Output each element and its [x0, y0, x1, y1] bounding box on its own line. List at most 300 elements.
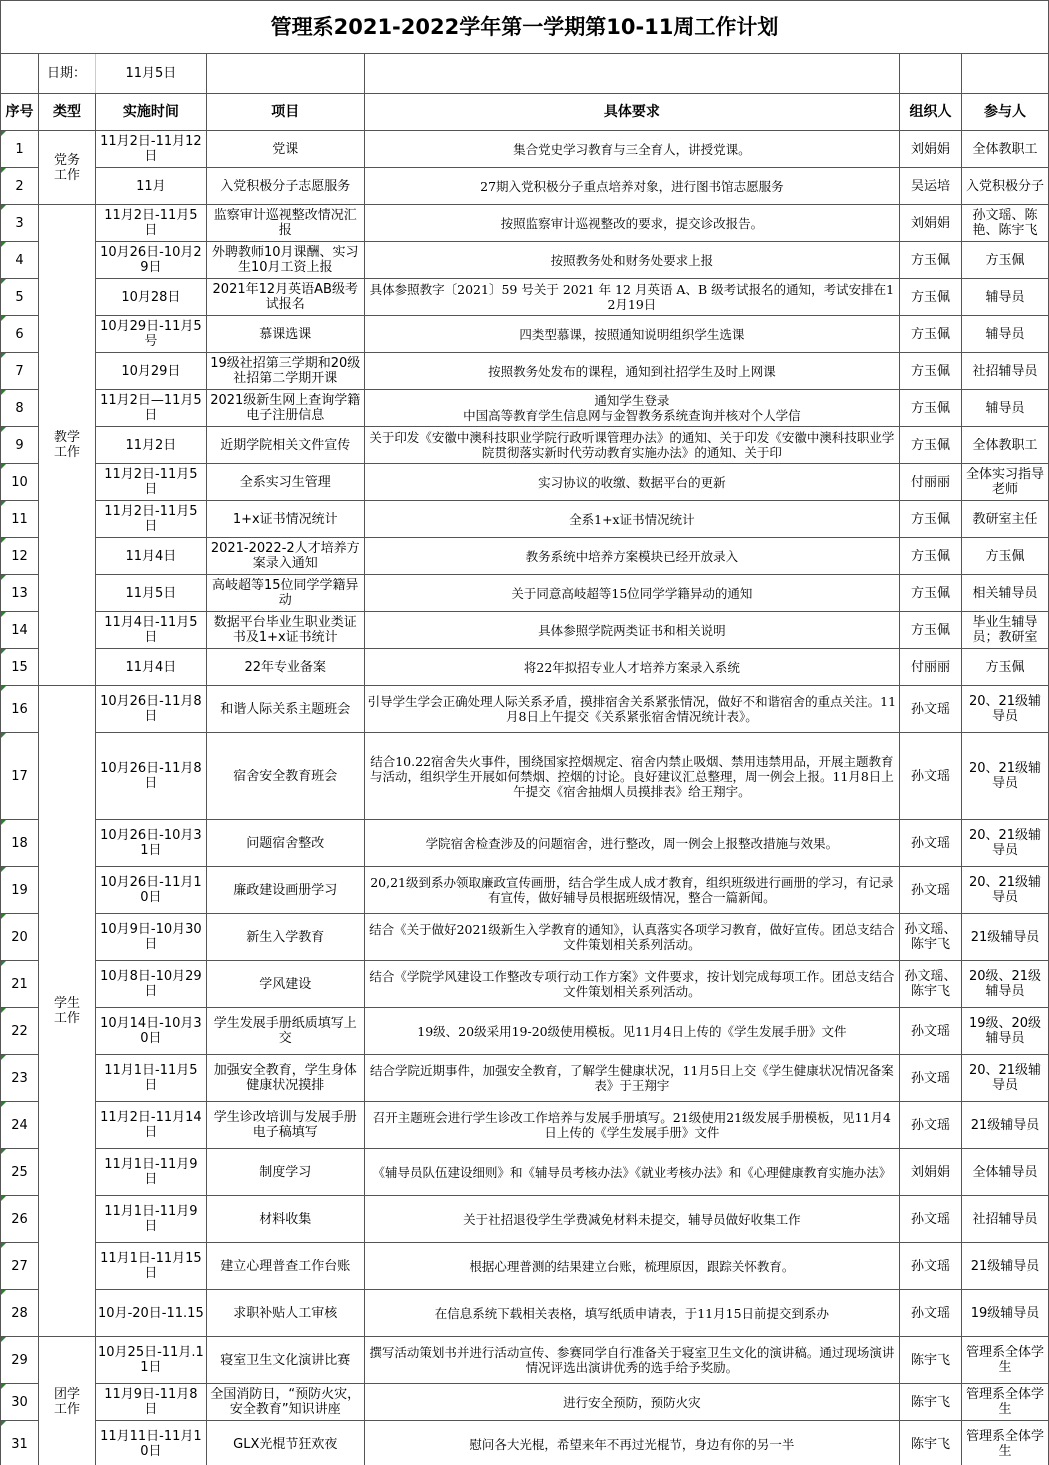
- organizer: [900, 1421, 962, 1465]
- organizer-text: 方玉佩: [911, 252, 951, 268]
- organizer: [900, 464, 962, 501]
- row-number-text: 26: [11, 1211, 28, 1227]
- requirement-text: [364, 1243, 899, 1290]
- participants: [962, 205, 1049, 242]
- participants: [962, 1196, 1049, 1243]
- participants: [962, 612, 1049, 649]
- participants: [962, 1149, 1049, 1196]
- category-label: 党务工作: [53, 152, 80, 183]
- implementation-time: [95, 575, 206, 612]
- row-number: [1, 961, 39, 1008]
- table-row: [1, 1149, 1049, 1196]
- row-number-text: 29: [11, 1352, 28, 1368]
- implementation-time-text: 11月4日-11月5日: [104, 615, 198, 645]
- row-number-text: 5: [15, 289, 24, 305]
- organizer-text: 方玉佩: [911, 363, 951, 379]
- implementation-time: [95, 867, 206, 914]
- participants: [962, 316, 1049, 353]
- organizer: [900, 353, 962, 390]
- row-number: [1, 501, 39, 538]
- organizer-text: 吴运培: [911, 178, 951, 194]
- requirement-text: [364, 131, 899, 168]
- participants-text: 社招辅导员: [972, 363, 1038, 379]
- row-number-text: 4: [15, 252, 24, 268]
- project-name: [206, 205, 364, 242]
- implementation-time-text: 10月28日: [121, 289, 181, 305]
- participants-text: 21级辅导员: [970, 929, 1040, 945]
- table-row: [1, 1055, 1049, 1102]
- requirement-text-text: 关于同意高岐超等15位同学学籍异动的通知: [511, 585, 753, 601]
- table-row: [1, 538, 1049, 575]
- table-row: [1, 242, 1049, 279]
- requirement-text: [364, 867, 899, 914]
- organizer-text: 孙文瑶: [911, 1070, 951, 1086]
- organizer: [900, 575, 962, 612]
- requirement-text-text: 具体参照教字〔2021〕59 号关于 2021 年 12 月英语 A、B 级考试报名的通知，考试安排在12月19日: [369, 282, 895, 312]
- organizer: [900, 914, 962, 961]
- implementation-time-text: 11月9日-11月8日: [104, 1387, 198, 1417]
- table-row: [1, 390, 1049, 427]
- row-number-text: 8: [15, 400, 24, 416]
- project-name-text: 材料收集: [259, 1211, 312, 1227]
- organizer: [900, 1102, 962, 1149]
- participants: [962, 390, 1049, 427]
- project-name: [206, 1421, 364, 1465]
- participants: [962, 1290, 1049, 1337]
- requirement-text: [364, 390, 899, 427]
- organizer-text: 孙文瑶: [911, 1305, 951, 1321]
- organizer-text: 方玉佩: [911, 622, 951, 638]
- organizer: [900, 686, 962, 733]
- row-number: [1, 733, 39, 820]
- implementation-time: [95, 1384, 206, 1421]
- category-label: 教学工作: [53, 430, 80, 460]
- organizer-text: 方玉佩: [911, 511, 951, 527]
- requirement-text-text: 《辅导员队伍建设细则》和《辅导员考核办法》《就业考核办法》和《心理健康教育实施办法》: [372, 1164, 892, 1180]
- organizer: [900, 242, 962, 279]
- organizer-text: 方玉佩: [911, 437, 951, 453]
- requirement-text-text: 在信息系统下载相关表格，填写纸质申请表，于11月15日前提交到系办: [434, 1305, 830, 1321]
- organizer-text: 孙文瑶、陈宇飞: [904, 969, 957, 999]
- project-name-text: 建立心理普查工作台账: [220, 1258, 351, 1274]
- requirement-text-text: 关于印发《安徽中澳科技职业学院行政听课管理办法》的通知、关于印发《安徽中澳科技职业学院贯彻落实新时代劳动教育实施办法》的通知、关于印: [369, 430, 895, 460]
- project-name-text: 入党积极分子志愿服务: [220, 178, 351, 194]
- project-name-text: 学生发展手册纸质填写上交: [213, 1016, 357, 1046]
- organizer-text: 孙文瑶: [911, 701, 951, 717]
- implementation-time-text: 10月25日-11月.11日: [98, 1345, 204, 1375]
- header-requirement: 具体要求: [364, 94, 899, 131]
- requirement-text: [364, 575, 899, 612]
- row-number: [1, 1102, 39, 1149]
- table-row: [1, 1102, 1049, 1149]
- participants-text: 全体教职工: [972, 437, 1038, 453]
- organizer: [900, 1196, 962, 1243]
- requirement-text: [364, 464, 899, 501]
- organizer: [900, 733, 962, 820]
- participants-text: 20、21级辅导员: [968, 1063, 1042, 1093]
- requirement-text: [364, 1102, 899, 1149]
- requirement-text-text: 学院宿舍检查涉及的问题宿舍，进行整改，周一例会上报整改措施与效果。: [425, 835, 839, 851]
- row-number: [1, 867, 39, 914]
- participants: [962, 1384, 1049, 1421]
- row-number: [1, 131, 39, 168]
- implementation-time: [95, 733, 206, 820]
- row-number-text: 10: [11, 474, 28, 490]
- organizer: [900, 1055, 962, 1102]
- table-row: [1, 1196, 1049, 1243]
- organizer-text: 方玉佩: [911, 326, 951, 342]
- project-name-text: 全国消防日，“预防火灾，安全教育”知识讲座: [210, 1387, 361, 1417]
- organizer: [900, 1384, 962, 1421]
- organizer-text: 孙文瑶: [911, 768, 951, 784]
- project-name: [206, 464, 364, 501]
- table-row: [1, 649, 1049, 686]
- organizer: [900, 867, 962, 914]
- participants: [962, 1102, 1049, 1149]
- participants: [962, 1008, 1049, 1055]
- implementation-time: [95, 961, 206, 1008]
- row-number-text: 15: [11, 659, 28, 675]
- organizer: [900, 961, 962, 1008]
- implementation-time: [95, 168, 206, 205]
- implementation-time: [95, 1337, 206, 1384]
- requirement-text-text: 四类型慕课，按照通知说明组织学生选课: [519, 326, 745, 342]
- requirement-text-text: 20,21级到系办领取廉政宣传画册，结合学生成人成才教育，组织班级进行画册的学习，有记录有宣传，做好辅导员根据班级情况，整合一篇新闻。: [370, 875, 894, 905]
- project-name: [206, 733, 364, 820]
- row-number-text: 18: [11, 835, 28, 851]
- row-number-text: 1: [15, 141, 24, 157]
- requirement-text: [364, 316, 899, 353]
- row-number: [1, 279, 39, 316]
- row-number-text: 12: [11, 548, 28, 564]
- requirement-text: [364, 538, 899, 575]
- requirement-text: [364, 1337, 899, 1384]
- requirement-text: [364, 1008, 899, 1055]
- project-name-text: 1+x证书情况统计: [232, 511, 338, 527]
- organizer: [900, 316, 962, 353]
- implementation-time: [95, 316, 206, 353]
- project-name-text: 2021-2022-2人才培养方案录入通知: [210, 541, 360, 571]
- implementation-time-text: 10月8日-10月29日: [100, 969, 202, 999]
- organizer: [900, 612, 962, 649]
- implementation-time-text: 11月2日-11月14日: [100, 1110, 202, 1140]
- organizer-text: 刘娟娟: [911, 1164, 951, 1180]
- implementation-time: [95, 501, 206, 538]
- project-name: [206, 1149, 364, 1196]
- implementation-time-text: 10月-20日-11.15: [98, 1305, 204, 1321]
- requirement-text-text: 结合10.22宿舍失火事件，围绕国家控烟规定、宿舍内禁止吸烟、禁用违禁用品，开展主题教育与活动，组织学生开展如何禁烟、控烟的讨论。良好建议汇总整理，周一例会上报。11月8日上午提交《宿舍抽烟人员摸排表》给王翔宇。: [369, 753, 894, 799]
- project-name: [206, 131, 364, 168]
- project-name-text: 22年专业备案: [244, 659, 327, 675]
- participants: [962, 353, 1049, 390]
- row-number-text: 9: [15, 437, 24, 453]
- participants: [962, 131, 1049, 168]
- requirement-text-text: 召开主题班会进行学生诊改工作培养与发展手册填写。21级使用21级发展手册模板，见11月4日上传的《学生发展手册》文件: [372, 1110, 891, 1140]
- participants: [962, 733, 1049, 820]
- project-name-text: 19级社招第三学期和20级社招第二学期开课: [210, 356, 361, 386]
- implementation-time-text: 10月14日-10月30日: [100, 1016, 202, 1046]
- project-name-text: 全系实习生管理: [239, 474, 331, 490]
- project-name-text: 党课: [272, 141, 299, 157]
- row-number: [1, 1421, 39, 1465]
- requirement-text: [364, 733, 899, 820]
- row-number: [1, 390, 39, 427]
- requirement-text-text: 根据心理普测的结果建立台账，梳理原因，跟踪关怀教育。: [469, 1258, 795, 1274]
- project-name-text: GLX光棍节狂欢夜: [233, 1436, 338, 1452]
- requirement-text: [364, 961, 899, 1008]
- requirement-text-text: 全系1+x证书情况统计: [569, 511, 695, 527]
- project-name: [206, 390, 364, 427]
- implementation-time: [95, 464, 206, 501]
- participants: [962, 649, 1049, 686]
- row-number: [1, 649, 39, 686]
- row-number-text: 28: [11, 1305, 28, 1321]
- row-number: [1, 914, 39, 961]
- implementation-time: [95, 131, 206, 168]
- organizer-text: 付丽丽: [911, 474, 951, 490]
- requirement-text: [364, 242, 899, 279]
- date-value: 11月5日: [95, 54, 206, 94]
- header-time: 实施时间: [95, 94, 206, 131]
- requirement-text-text: 结合《关于做好2021级新生入学教育的通知》，认真落实各项学习教育，做好宣传。团总支结合文件策划相关系列活动。: [369, 922, 895, 952]
- row-number-text: 3: [15, 215, 24, 231]
- header-type: 类型: [38, 94, 95, 131]
- requirement-text: [364, 820, 899, 867]
- requirement-text-text: 通知学生登录 中国高等教育学生信息网与金智教务系统查询并核对个人学信: [463, 393, 801, 423]
- participants-text: 管理系全体学生: [966, 1387, 1045, 1417]
- participants-text: 方玉佩: [985, 659, 1025, 675]
- requirement-text-text: 19级、20级采用19-20级使用模板。见11月4日上传的《学生发展手册》文件: [417, 1023, 847, 1039]
- participants-text: 社招辅导员: [972, 1211, 1038, 1227]
- participants-text: 辅导员: [985, 400, 1025, 416]
- project-name: [206, 242, 364, 279]
- blank-cell: [364, 54, 899, 94]
- row-number: [1, 820, 39, 867]
- requirement-text-text: 具体参照学院两类证书和相关说明: [538, 622, 726, 638]
- requirement-text-text: 引导学生学会正确处理人际关系矛盾，摸排宿舍关系紧张情况，做好不和谐宿舍的重点关注。11月8日上午提交《关系紧张宿舍情况统计表》。: [367, 694, 897, 724]
- row-number-text: 27: [11, 1258, 28, 1274]
- row-number: [1, 242, 39, 279]
- organizer: [900, 131, 962, 168]
- project-name-text: 和谐人际关系主题班会: [220, 701, 351, 717]
- date-label: 日期：: [38, 54, 95, 94]
- organizer: [900, 501, 962, 538]
- implementation-time-text: 11月11日-11月10日: [100, 1429, 202, 1459]
- implementation-time-text: 11月1日-11月15日: [100, 1251, 202, 1281]
- participants: [962, 914, 1049, 961]
- organizer: [900, 205, 962, 242]
- participants-text: 辅导员: [985, 326, 1025, 342]
- participants-text: 管理系全体学生: [966, 1345, 1045, 1375]
- project-name: [206, 575, 364, 612]
- category-cell: [38, 205, 95, 686]
- project-name-text: 慕课选课: [259, 326, 312, 342]
- category-cell: [38, 131, 95, 205]
- implementation-time: [95, 205, 206, 242]
- requirement-text: [364, 168, 899, 205]
- organizer-text: 付丽丽: [911, 659, 951, 675]
- requirement-text-text: 关于社招退役学生学费减免材料未提交，辅导员做好收集工作: [463, 1211, 801, 1227]
- organizer-text: 孙文瑶: [911, 1258, 951, 1274]
- table-row: [1, 1421, 1049, 1465]
- table-row: [1, 168, 1049, 205]
- project-name: [206, 316, 364, 353]
- organizer: [900, 427, 962, 464]
- row-number-text: 17: [11, 768, 28, 784]
- participants: [962, 464, 1049, 501]
- organizer: [900, 1290, 962, 1337]
- requirement-text: [364, 205, 899, 242]
- requirement-text: [364, 612, 899, 649]
- row-number-text: 16: [11, 701, 28, 717]
- implementation-time: [95, 1421, 206, 1465]
- row-number-text: 11: [11, 511, 28, 527]
- participants-text: 20、21级辅导员: [968, 828, 1042, 858]
- project-name-text: 求职补贴人工审核: [233, 1305, 338, 1321]
- participants: [962, 242, 1049, 279]
- requirement-text: [364, 353, 899, 390]
- header-participants: 参与人: [962, 94, 1049, 131]
- participants-text: 21级辅导员: [970, 1117, 1040, 1133]
- project-name: [206, 1008, 364, 1055]
- table-row: [1, 1337, 1049, 1384]
- row-number-text: 25: [11, 1164, 28, 1180]
- organizer-text: 陈宇飞: [911, 1352, 951, 1368]
- implementation-time-text: 10月26日-11月8日: [100, 761, 202, 791]
- requirement-text-text: 按照教务处和财务处要求上报: [550, 252, 714, 268]
- row-number-text: 20: [11, 929, 28, 945]
- organizer-text: 陈宇飞: [911, 1394, 951, 1410]
- row-number: [1, 464, 39, 501]
- blank-cell: [900, 54, 962, 94]
- table-row: [1, 733, 1049, 820]
- requirement-text: [364, 914, 899, 961]
- table-row: [1, 501, 1049, 538]
- row-number: [1, 1337, 39, 1384]
- requirement-text-text: 进行安全预防，预防火灾: [563, 1394, 701, 1410]
- category-cell: [38, 1337, 95, 1465]
- page-title: 管理系2021-2022学年第一学期第10-11周工作计划: [1, 1, 1049, 54]
- requirement-text: [364, 279, 899, 316]
- row-number-text: 19: [11, 882, 28, 898]
- project-name-text: 问题宿舍整改: [246, 835, 325, 851]
- row-number-text: 21: [11, 976, 28, 992]
- table-row: [1, 353, 1049, 390]
- header-no: 序号: [1, 94, 39, 131]
- implementation-time: [95, 390, 206, 427]
- participants-text: 全体实习指导老师: [966, 467, 1045, 497]
- requirement-text: [364, 1384, 899, 1421]
- project-name: [206, 961, 364, 1008]
- project-name-text: 宿舍安全教育班会: [233, 768, 338, 784]
- project-name: [206, 1055, 364, 1102]
- participants-text: 19级辅导员: [970, 1305, 1040, 1321]
- header-item: 项目: [206, 94, 364, 131]
- implementation-time: [95, 820, 206, 867]
- table-row: [1, 205, 1049, 242]
- participants: [962, 575, 1049, 612]
- row-number: [1, 686, 39, 733]
- row-number: [1, 1243, 39, 1290]
- participants-text: 教研室主任: [972, 511, 1038, 527]
- organizer-text: 刘娟娟: [911, 141, 951, 157]
- organizer-text: 孙文瑶、陈宇飞: [904, 922, 957, 952]
- requirement-text: [364, 1196, 899, 1243]
- participants: [962, 867, 1049, 914]
- participants: [962, 1421, 1049, 1465]
- row-number-text: 24: [11, 1117, 28, 1133]
- organizer: [900, 820, 962, 867]
- project-name: [206, 1243, 364, 1290]
- participants: [962, 168, 1049, 205]
- implementation-time: [95, 1102, 206, 1149]
- organizer-text: 陈宇飞: [911, 1436, 951, 1452]
- organizer-text: 方玉佩: [911, 548, 951, 564]
- requirement-text-text: 27期入党积极分子重点培养对象，进行图书馆志愿服务: [480, 178, 784, 194]
- participants-text: 入党积极分子: [966, 178, 1045, 194]
- implementation-time-text: 11月1日-11月9日: [104, 1157, 198, 1187]
- row-number-text: 30: [11, 1394, 28, 1410]
- requirement-text-text: 结合学院近期事件，加强安全教育，了解学生健康状况，11月5日上交《学生健康状况情况备案表》于王翔宇: [369, 1063, 894, 1093]
- requirement-text-text: 按照监察审计巡视整改的要求，提交诊改报告。: [500, 215, 764, 231]
- participants-text: 20级、21级辅导员: [968, 969, 1042, 999]
- row-number-text: 23: [11, 1070, 28, 1086]
- implementation-time: [95, 427, 206, 464]
- requirement-text: [364, 1055, 899, 1102]
- project-name-text: 加强安全教育，学生身体健康状况摸排: [213, 1063, 357, 1093]
- row-number: [1, 575, 39, 612]
- implementation-time: [95, 1196, 206, 1243]
- row-number-text: 22: [11, 1023, 28, 1039]
- organizer-text: 刘娟娟: [911, 215, 951, 231]
- participants-text: 相关辅导员: [972, 585, 1038, 601]
- table-row: [1, 279, 1049, 316]
- row-number: [1, 316, 39, 353]
- organizer: [900, 168, 962, 205]
- implementation-time: [95, 1055, 206, 1102]
- organizer-text: 孙文瑶: [911, 835, 951, 851]
- participants: [962, 279, 1049, 316]
- table-row: [1, 1290, 1049, 1337]
- requirement-text: [364, 1421, 899, 1465]
- implementation-time: [95, 538, 206, 575]
- requirement-text-text: 集合党史学习教育与三全育人，讲授党课。: [513, 141, 751, 157]
- requirement-text: [364, 427, 899, 464]
- category-label: 团学工作: [53, 1387, 80, 1417]
- blank-cell: [206, 54, 364, 94]
- project-name: [206, 1196, 364, 1243]
- implementation-time-text: 11月2日-11月12日: [100, 134, 202, 164]
- organizer: [900, 1243, 962, 1290]
- participants: [962, 961, 1049, 1008]
- project-name: [206, 353, 364, 390]
- implementation-time: [95, 1243, 206, 1290]
- table-row: [1, 1384, 1049, 1421]
- row-number: [1, 1008, 39, 1055]
- implementation-time-text: 10月9日-10月30日: [100, 922, 202, 952]
- row-number-text: 13: [11, 585, 28, 601]
- implementation-time-text: 11月2日-11月5日: [104, 208, 198, 238]
- table-row: [1, 1008, 1049, 1055]
- row-number: [1, 1055, 39, 1102]
- requirement-text: [364, 501, 899, 538]
- table-row: [1, 961, 1049, 1008]
- row-number: [1, 538, 39, 575]
- implementation-time-text: 11月2日: [125, 437, 177, 453]
- implementation-time: [95, 279, 206, 316]
- implementation-time-text: 11月4日: [125, 659, 177, 675]
- table-row: [1, 914, 1049, 961]
